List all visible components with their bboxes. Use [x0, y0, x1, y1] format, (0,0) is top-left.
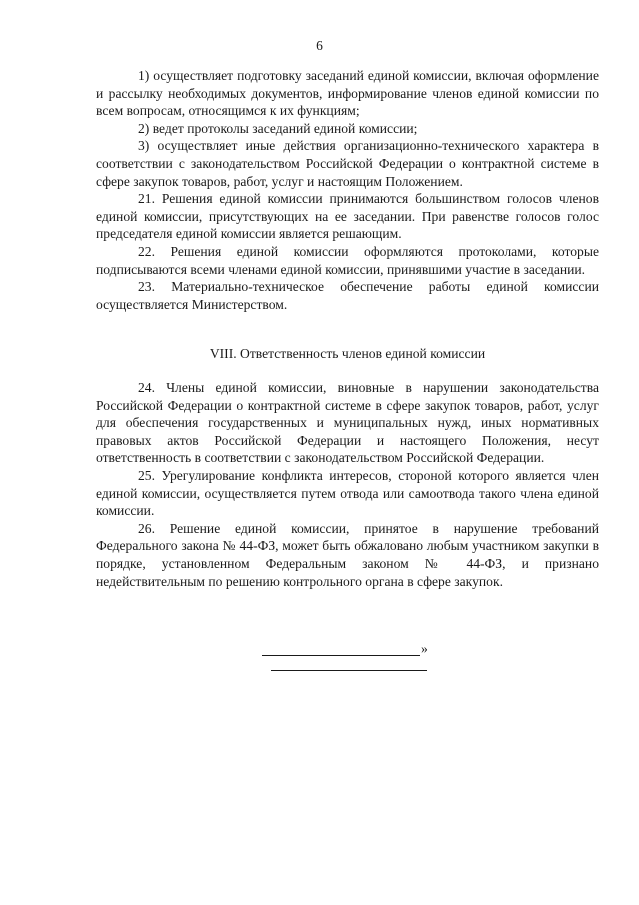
- paragraph: 26. Решение единой комиссии, принятое в нарушение требований Федерального закона № 44-ФЗ, может быть обжаловано любым участником закупки в порядке, установленном Федеральным законом № 44-ФЗ, и признано недействительным по решению контрольного органа в сфере закупок.: [96, 520, 599, 589]
- paragraph: 3) осуществляет иные действия организационно-технического характера в соответствии с законодательством Российской Федерации о контрактной системе в сфере закупок товаров, работ, услуг и настоящим Положением.: [96, 138, 599, 189]
- paragraph: 23. Материально-техническое обеспечение работы единой комиссии осуществляется Министерством.: [96, 279, 599, 312]
- paragraph: 21. Решения единой комиссии принимаются большинством голосов членов единой комиссии, присутствующих на ее заседании. При равенстве голосов голос председателя единой комиссии является решающим.: [96, 191, 599, 242]
- page-number: 6: [316, 38, 323, 53]
- paragraph: 25. Урегулирование конфликта интересов, стороной которого является член единой комиссии, осуществляется путем отвода или самоотвода такого члена единой комиссии.: [96, 467, 599, 519]
- paragraph: 1) осуществляет подготовку заседаний единой комиссии, включая оформление и рассылку необходимых документов, информирование членов единой комиссии по всем вопросам, относящимся к их функциям;: [96, 68, 599, 119]
- text-block-lower: [96, 379, 599, 590]
- closing-quote: »: [421, 641, 428, 656]
- paragraph: 2) ведет протоколы заседаний единой комиссии;: [138, 120, 418, 136]
- paragraph: 24. Члены единой комиссии, виновные в нарушении законодательства Российской Федерации о контрактной системе в сфере закупок товаров, работ, услуг для обеспечения государственных и муниципальных нужд, иных нормативных правовых актов Российской Федерации и настоящего Положения, несут ответственность в соответствии с законодательством Российской Федерации.: [96, 380, 599, 466]
- text-block-upper: [96, 67, 599, 313]
- closing-rule-lower: [271, 670, 427, 671]
- closing-rule-upper: [262, 655, 420, 656]
- section-heading: VIII. Ответственность членов единой комиссии: [209, 346, 486, 361]
- paragraph: 22. Решения единой комиссии оформляются протоколами, которые подписываются всеми членами единой комиссии, принявшими участие в заседании.: [96, 243, 599, 277]
